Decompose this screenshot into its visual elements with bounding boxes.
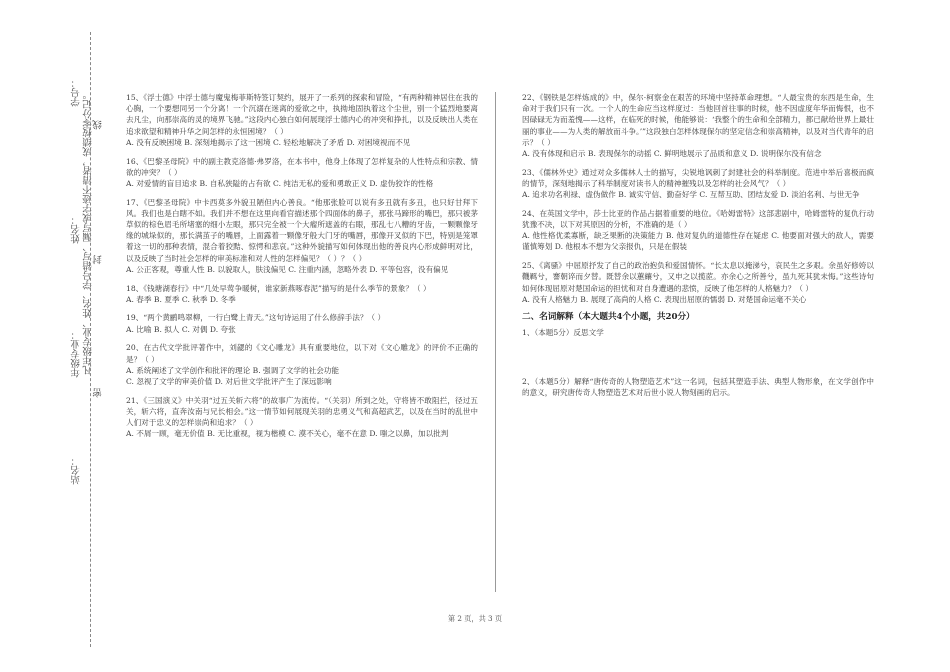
- seal-mark-secret: 密: [93, 388, 104, 398]
- name-label: 姓名：: [71, 215, 82, 244]
- question-17: 17、《巴黎圣母院》中卡西莫多外貌丑陋但内心善良。“他那张脸可以说有多丑就有多丑，也只好甘拜下风。我们也是白瞎不如。我们并不想在这里向看官描述那个四面体的鼻子，那张马蹄形的嘴巴，那只被茅草似的棕色眉毛所堵塞的细小左眼，那只完全被一个大瘤所遮盖的右眼，那乱七八糟的牙齿，一颗颗像牙缘的城垛似的，那长满茧子的嘴唇，上面露着一颗像牙般大门牙的嘴唇，那像开叉似的下巴，特别是笼罩着这一切的那种表情，混合着狡黠、惊愕和悲哀。”这种外貌描写如何体现出他的善良内心形成鲜明对比，以及反映了当时社会怎样的审美标准和对人性的怎样偏见？（ ）？（ ） A. 公正客观，尊重人性 B. 以貌取人，肤浅偏见 C. 注重内涵，忽略外表 D. 平等包容，没有偏见: [126, 197, 478, 274]
- question-options: A. 比喻 B. 拟人 C. 对偶 D. 夸张: [126, 324, 236, 334]
- question-options: A. 系统阐述了文学创作和批评的理论 B. 强调了文学的社会功能 C. 忽视了文学的审美价值 D. 对后世文学批评产生了深远影响: [126, 365, 339, 386]
- question-options: A. 公正客观，尊重人性 B. 以貌取人，肤浅偏见 C. 注重内涵，忽略外表 D. 平等包容，没有偏见: [126, 264, 449, 274]
- exam-center-label: 站名：: [71, 456, 82, 485]
- binding-warning: 凡年级专业、姓名、学号错写、漏写或字迹不清者，成绩按零分记。: [83, 90, 94, 375]
- term-item-2: 2、（本题5分）解释“唐传奇的人物塑造艺术”这一名词，包括其塑造手法、典型人物形象，在文学创作中的意义，研究唐传奇人物塑造艺术对后世小说人物刻画的启示。: [522, 376, 874, 398]
- left-column: [126, 92, 478, 447]
- binding-margin: [0, 0, 104, 672]
- answer-space: [522, 338, 874, 376]
- question-15: 15、《浮士德》中浮士德与魔鬼梅菲斯特签订契约，展开了一系列的探索和冒险，“有两种精神居住在我的心胸，一个要想同另一个分离！一个沉溺在迷离的爱欲之中，执拗地固执着这个尘世，别一个猛烈地要离去凡尘，向那崇高的灵的境界飞驰。”这段内心独白如何展现浮士德内心的冲突和挣扎，以及反映出人类在追求欲望和精神升华之间怎样的永恒困境？（ ） A. 没有反映困境 B. 深刻地揭示了这一困境 C. 轻松地解决了矛盾 D. 对困境视而不见: [126, 93, 478, 147]
- question-25: 25、《离骚》中屈原抒发了自己的政治抱负和爱国情怀。“长太息以掩涕兮，哀民生之多艰。余虽好修姱以鞿羁兮，謇朝谇而夕替。既替余以蕙纕兮，又申之以揽茝。亦余心之所善兮，虽九死其犹未悔。”这些诗句如何体现屈原对楚国命运的担忧和对自身遭遇的悲愤，反映了他怎样的人格魅力？（ ） A. 没有人格魅力 B. 展现了高尚的人格 C. 表现出屈原的懦弱 D. 对楚国命运毫不关心: [522, 261, 874, 304]
- question-options: A. 没有人格魅力 B. 展现了高尚的人格 C. 表现出屈原的懦弱 D. 对楚国命运毫不关心: [522, 294, 807, 304]
- question-21: 21、《三国演义》中关羽“过五关斩六将”的故事广为流传。“（关羽）所到之处，守将皆不敢阻拦，径过五关，斩六将，直奔汝南与兄长相会。”这一情节如何展现关羽的忠勇义气和高超武艺，以及在当时的乱世中人们对于忠义的怎样崇尚和追求？（ ） A. 不屑一顾，毫无价值 B. 无比重视，视为楷模 C. 漠不关心，毫不在意 D. 嗤之以鼻，加以批判: [126, 395, 478, 439]
- question-18: 18、《钱塘湖春行》中“几处早莺争暖树，谁家新燕啄春泥”描写的是什么季节的景象？（ ） A. 春季 B. 夏季 C. 秋季 D. 冬季: [126, 283, 478, 305]
- seal-mark-line: 线: [93, 120, 104, 130]
- term-item-1: 1、（本题5分）反思文学: [522, 327, 604, 337]
- right-column: [522, 92, 874, 398]
- question-options: A. 春季 B. 夏季 C. 秋季 D. 冬季: [126, 294, 236, 304]
- question-options: A. 对爱情的盲目追求 B. 自私狭隘的占有欲 C. 纯洁无私的爱和勇敢正义 D. 虚伪狡诈的性格: [126, 178, 434, 188]
- question-options: A. 不屑一顾，毫无价值 B. 无比重视，视为楷模 C. 漠不关心，毫不在意 D. 嗤之以鼻，加以批判: [126, 429, 449, 439]
- question-19: 19、“两个黄鹂鸣翠柳，一行白鹭上青天。”这句诗运用了什么修辞手法？（ ） A. 比喻 B. 拟人 C. 对偶 D. 夸张: [126, 312, 478, 334]
- binding-dashed-line: [90, 32, 91, 647]
- page-footer: 第 2 页，共 3 页: [447, 614, 503, 623]
- question-options: A. 没有体现和启示 B. 表现保尔的动摇 C. 鲜明地展示了品质和意义 D. 说明保尔没有信念: [522, 149, 822, 159]
- seal-mark-seal: 封: [93, 255, 104, 265]
- question-options: A. 没有反映困境 B. 深刻地揭示了这一困境 C. 轻松地解决了矛盾 D. 对困境视而不见: [126, 137, 411, 147]
- question-16: 16、《巴黎圣母院》中的副主教克洛德·弗罗洛，在本书中，他身上体现了怎样复杂的人性特点和宗教、情欲的冲突？（ ） A. 对爱情的盲目追求 B. 自私狭隘的占有欲 C. 纯洁无私的爱和勇敢正义 D. 虚伪狡诈的性格: [126, 156, 478, 188]
- question-options: A. 他性格优柔寡断，缺乏果断的决策能力 B. 他对复仇的道德性存在疑虑 C. 他要面对强大的敌人，需要谨慎筹划 D. 他根本不想为父亲报仇，只是在假装: [522, 231, 874, 252]
- column-divider: [495, 92, 496, 592]
- student-id-label: 学号：: [71, 78, 82, 107]
- section-title-terms: 二、名词解释（本大题共4个小题，共20分）: [522, 312, 695, 323]
- class-label: 年级专业：: [71, 330, 82, 378]
- question-20: 20、在古代文学批评著作中，刘勰的《文心雕龙》具有重要地位，以下对《文心雕龙》的评价不正确的是？（ ） A. 系统阐述了文学创作和批评的理论 B. 强调了文学的社会功能 C. 忽视了文学的审美价值 D. 对后世文学批评产生了深远影响: [126, 343, 478, 386]
- question-22: 22、《钢铁是怎样炼成的》中，保尔·柯察金在艰苦的环境中坚持革命理想。“人最宝贵的东西是生命，生命对于我们只有一次。一个人的生命应当这样度过：当他回首往事的时候，他不因虚度年华而悔恨，也不因碌碌无为而羞愧——这样，在临死的时候，他能够说：‘我整个的生命和全部精力，都已献给世界上最壮丽的事业——为人类的解放而斗争。’”这段独白怎样体现保尔的坚定信念和崇高精神，以及对当代青年的启示？（ ） A. 没有体现和启示 B. 表现保尔的动摇 C. 鲜明地展示了品质和意义 D. 说明保尔没有信念: [522, 93, 874, 159]
- question-24: 24、在英国文学中，莎士比亚的作品占据着重要的地位。《哈姆雷特》这部悲剧中，哈姆雷特的复仇行动犹豫不决，以下对其原因的分析，不准确的是（ ） A. 他性格优柔寡断，缺乏果断的决策能力 B. 他对复仇的道德性存在疑虑 C. 他要面对强大的敌人，需要谨慎筹划 D. 他根本不想为父亲报仇，只是在假装: [522, 208, 874, 252]
- question-23: 23、《儒林外史》通过对众多儒林人士的描写，尖锐地讽刺了封建社会的科举制度。范进中举后喜极而疯的情节，深刻地揭示了科举制度对读书人的精神摧残以及怎样的社会风气？（ ） A. 追求功名利禄、虚伪做作 B. 诚实守信、勤奋好学 C. 互帮互助、团结友爱 D. 淡泊名利、与世无争: [522, 167, 874, 200]
- question-options: A. 追求功名利禄、虚伪做作 B. 诚实守信、勤奋好学 C. 互帮互助、团结友爱 D. 淡泊名利、与世无争: [522, 190, 860, 200]
